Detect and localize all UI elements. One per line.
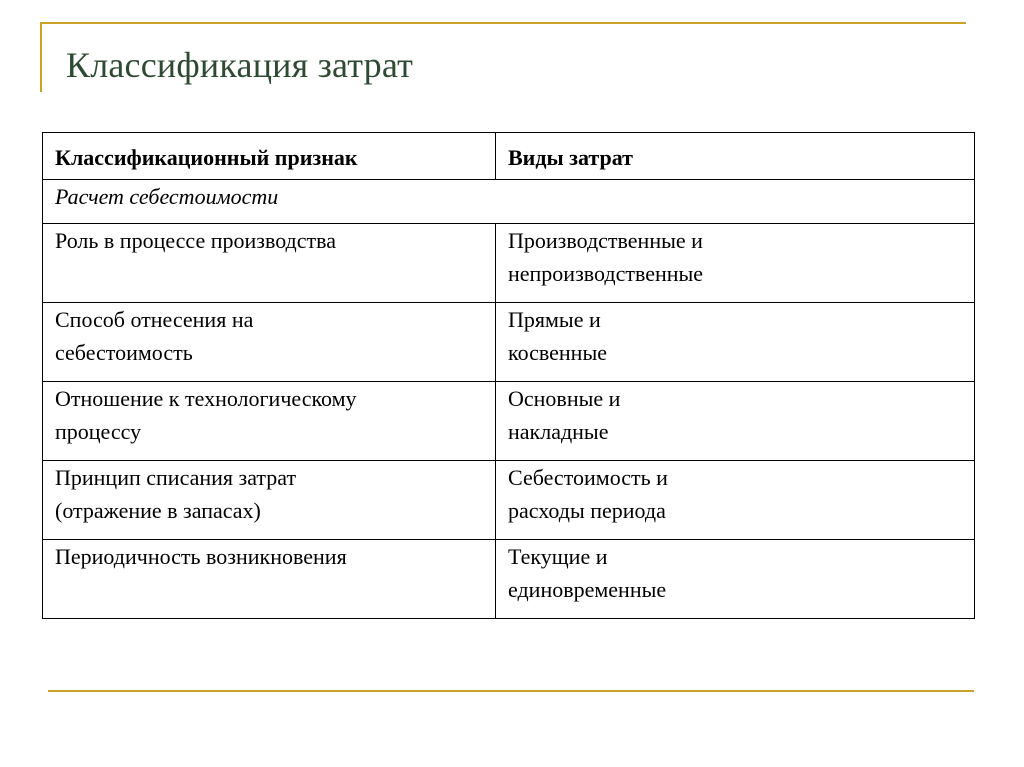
cost-type-line: непроизводственные: [508, 261, 704, 286]
feature-line: (отражение в запасах): [55, 498, 261, 523]
table-header-row: [43, 133, 975, 180]
feature-line: Роль в процессе производства: [55, 228, 336, 253]
feature-line: себестоимость: [55, 340, 193, 365]
cost-type-line: Производственные и: [508, 228, 703, 253]
section-label: Расчет себестоимости: [43, 180, 975, 224]
cost-type-line: расходы периода: [508, 498, 666, 523]
header-feature: Классификационный признак: [43, 133, 496, 180]
feature-cell: [43, 461, 496, 540]
top-divider: [40, 22, 966, 24]
left-divider: [40, 22, 42, 92]
cost-classification-table: [42, 132, 975, 619]
cost-type-cell: [496, 461, 975, 540]
cost-type-cell: [496, 540, 975, 619]
cost-type-line: Основные и: [508, 386, 621, 411]
page-title: Классификация затрат: [66, 45, 414, 85]
table-row: [43, 382, 975, 461]
cost-type-line: Себестоимость и: [508, 465, 668, 490]
cost-type-line: косвенные: [508, 340, 607, 365]
feature-cell: [43, 382, 496, 461]
table-row: [43, 224, 975, 303]
feature-line: Способ отнесения на: [55, 307, 254, 332]
cost-type-line: накладные: [508, 419, 609, 444]
header-cost-types: Виды затрат: [496, 133, 975, 180]
cost-type-line: Прямые и: [508, 307, 601, 332]
feature-line: Отношение к технологическому: [55, 386, 357, 411]
bottom-divider: [48, 690, 974, 692]
cost-type-cell: [496, 303, 975, 382]
feature-cell: [43, 303, 496, 382]
cost-type-line: Текущие и: [508, 544, 608, 569]
feature-cell: [43, 540, 496, 619]
section-row: [43, 180, 975, 224]
table-row: [43, 540, 975, 619]
cost-type-line: единовременные: [508, 577, 667, 602]
feature-line: Принцип списания затрат: [55, 465, 297, 490]
table-row: [43, 303, 975, 382]
table-row: [43, 461, 975, 540]
feature-cell: [43, 224, 496, 303]
cost-type-cell: [496, 382, 975, 461]
feature-line: Периодичность возникновения: [55, 544, 347, 569]
cost-type-cell: [496, 224, 975, 303]
feature-line: процессу: [55, 419, 142, 444]
